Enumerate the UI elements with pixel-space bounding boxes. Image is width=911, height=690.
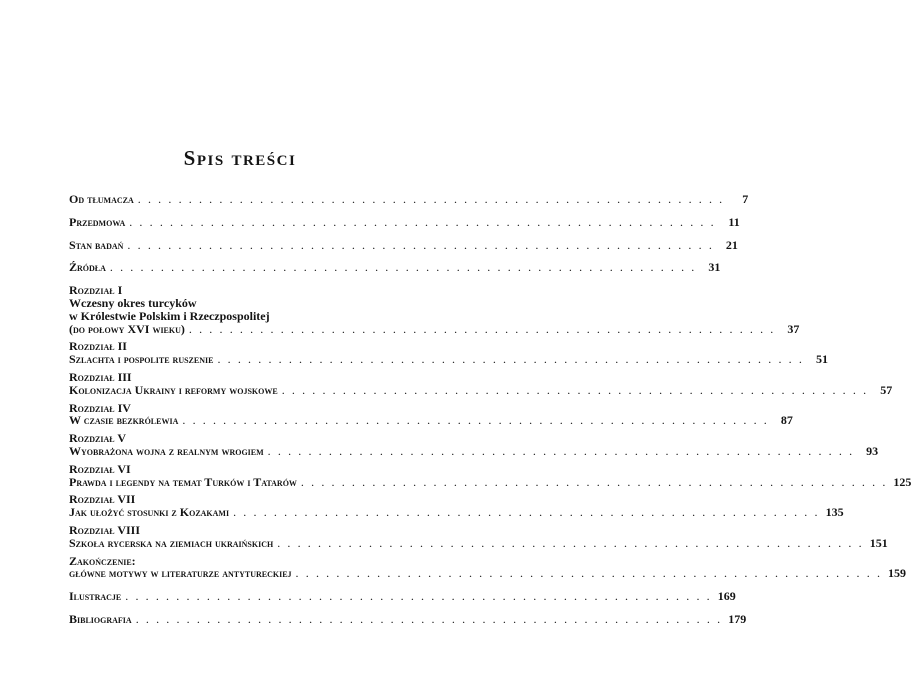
toc-entry[interactable]	[69, 214, 740, 229]
toc-entry[interactable]	[69, 492, 844, 520]
page-number: 169	[717, 589, 736, 604]
toc-entry[interactable]	[69, 461, 911, 489]
entry-title: Źródła	[69, 260, 106, 275]
page-number: 151	[869, 535, 888, 550]
page-number: 159	[888, 566, 907, 581]
toc-entry[interactable]	[69, 260, 721, 275]
chapter-label: Rozdział III	[69, 369, 132, 384]
entry-title: Jak ułożyć stosunki z Kozakami	[69, 505, 230, 520]
dot-leader: . . . . . . . . . . . . . . . . . . . . . . . . . . . . . . . . . . . . . . . . . . . . . . . . . . . . . . . . . .	[129, 214, 716, 229]
toc-entry[interactable]	[69, 553, 907, 581]
entry-title-line: Wczesny okres turcyków	[69, 295, 197, 310]
chapter-label: Rozdział VIII	[69, 522, 141, 537]
page-number: 57	[880, 382, 893, 397]
entry-title: W czasie bezkrólewia	[69, 413, 179, 428]
page-number: 51	[815, 352, 828, 367]
chapter-label: Rozdział VI	[69, 461, 131, 476]
page-number: 31	[708, 260, 721, 275]
entry-title: Prawda i legendy na temat Turków i Tatarów	[69, 474, 297, 489]
toc-entry[interactable]	[69, 339, 828, 367]
page-title: Spis treści	[183, 146, 297, 170]
toc-entry[interactable]	[69, 237, 738, 252]
entry-title: (do połowy XVI wieku)	[69, 321, 185, 336]
entry-title: Szkoła rycerska na ziemiach ukraińskich	[69, 535, 274, 550]
entry-title: Ilustracje	[69, 589, 122, 604]
chapter-label: Rozdział VII	[69, 492, 136, 507]
entry-title: Od tłumacza	[69, 192, 134, 206]
toc-entry[interactable]	[69, 589, 736, 604]
dot-leader: . . . . . . . . . . . . . . . . . . . . . . . . . . . . . . . . . . . . . . . . . . . . . . . . . . . . . . . . . .	[277, 535, 864, 550]
dot-leader: . . . . . . . . . . . . . . . . . . . . . . . . . . . . . . . . . . . . . . . . . . . . . . . . . . . . . . . . . .	[281, 382, 869, 397]
page-number: 93	[866, 443, 879, 458]
entry-title: główne motywy w literaturze antytureckiej	[69, 566, 292, 581]
toc-entry[interactable]	[69, 522, 888, 550]
entry-title: Wyobrażona wojna z realnym wrogiem	[69, 443, 264, 458]
table-of-contents	[69, 192, 911, 626]
dot-leader: . . . . . . . . . . . . . . . . . . . . . . . . . . . . . . . . . . . . . . . . . . . . . . . . . . . . . . . . . .	[127, 237, 714, 252]
toc-entry[interactable]	[69, 611, 747, 626]
page-number: 37	[787, 321, 800, 336]
dot-leader: . . . . . . . . . . . . . . . . . . . . . . . . . . . . . . . . . . . . . . . . . . . . . . . . . . . . . . . . . .	[217, 352, 804, 367]
dot-leader: . . . . . . . . . . . . . . . . . . . . . . . . . . . . . . . . . . . . . . . . . . . . . . . . . . . . . . . . . .	[233, 505, 820, 520]
dot-leader: . . . . . . . . . . . . . . . . . . . . . . . . . . . . . . . . . . . . . . . . . . . . . . . . . . . . . . . . . .	[182, 413, 769, 428]
toc-entry[interactable]	[69, 283, 800, 336]
page-number: 21	[725, 237, 738, 252]
chapter-label: Rozdział I	[69, 283, 123, 298]
page-number: 179	[728, 611, 747, 626]
dot-leader: . . . . . . . . . . . . . . . . . . . . . . . . . . . . . . . . . . . . . . . . . . . . . . . . . . . . . . . . . .	[137, 192, 725, 206]
dot-leader: . . . . . . . . . . . . . . . . . . . . . . . . . . . . . . . . . . . . . . . . . . . . . . . . . . . . . . . . . .	[188, 321, 776, 336]
entry-title: Stan badań	[69, 237, 124, 252]
chapter-label: Rozdział II	[69, 339, 127, 354]
dot-leader: . . . . . . . . . . . . . . . . . . . . . . . . . . . . . . . . . . . . . . . . . . . . . . . . . . . . . . . . . .	[125, 589, 712, 604]
chapter-label: Rozdział V	[69, 431, 127, 446]
entry-title-line: w Królestwie Polskim i Rzeczpospolitej	[69, 308, 270, 323]
toc-entry[interactable]	[69, 431, 879, 458]
toc-entry[interactable]	[69, 400, 793, 428]
page-number: 125	[893, 474, 911, 489]
chapter-label: Rozdział IV	[69, 400, 131, 415]
entry-title: Szlachta i pospolite ruszenie	[69, 352, 214, 367]
dot-leader: . . . . . . . . . . . . . . . . . . . . . . . . . . . . . . . . . . . . . . . . . . . . . . . . . . . . . . . . . .	[135, 611, 723, 626]
dot-leader: . . . . . . . . . . . . . . . . . . . . . . . . . . . . . . . . . . . . . . . . . . . . . . . . . . . . . . . . . .	[109, 260, 697, 275]
chapter-label: Zakończenie:	[69, 553, 136, 568]
page-number: 11	[728, 214, 740, 229]
dot-leader: . . . . . . . . . . . . . . . . . . . . . . . . . . . . . . . . . . . . . . . . . . . . . . . . . . . . . . . . . .	[300, 474, 888, 489]
toc-entry[interactable]	[69, 192, 749, 206]
page-number: 7	[742, 192, 749, 206]
entry-title: Kolonizacja Ukrainy i reformy wojskowe	[69, 382, 278, 397]
dot-leader: . . . . . . . . . . . . . . . . . . . . . . . . . . . . . . . . . . . . . . . . . . . . . . . . . . . . . . . . . .	[267, 443, 855, 458]
dot-leader: . . . . . . . . . . . . . . . . . . . . . . . . . . . . . . . . . . . . . . . . . . . . . . . . . . . . . . . . . .	[295, 566, 883, 581]
entry-title: Bibliografia	[69, 611, 132, 626]
page-number: 87	[780, 413, 793, 428]
page-number: 135	[825, 505, 844, 520]
toc-entry[interactable]	[69, 369, 893, 397]
entry-title: Przedmowa	[69, 214, 126, 229]
